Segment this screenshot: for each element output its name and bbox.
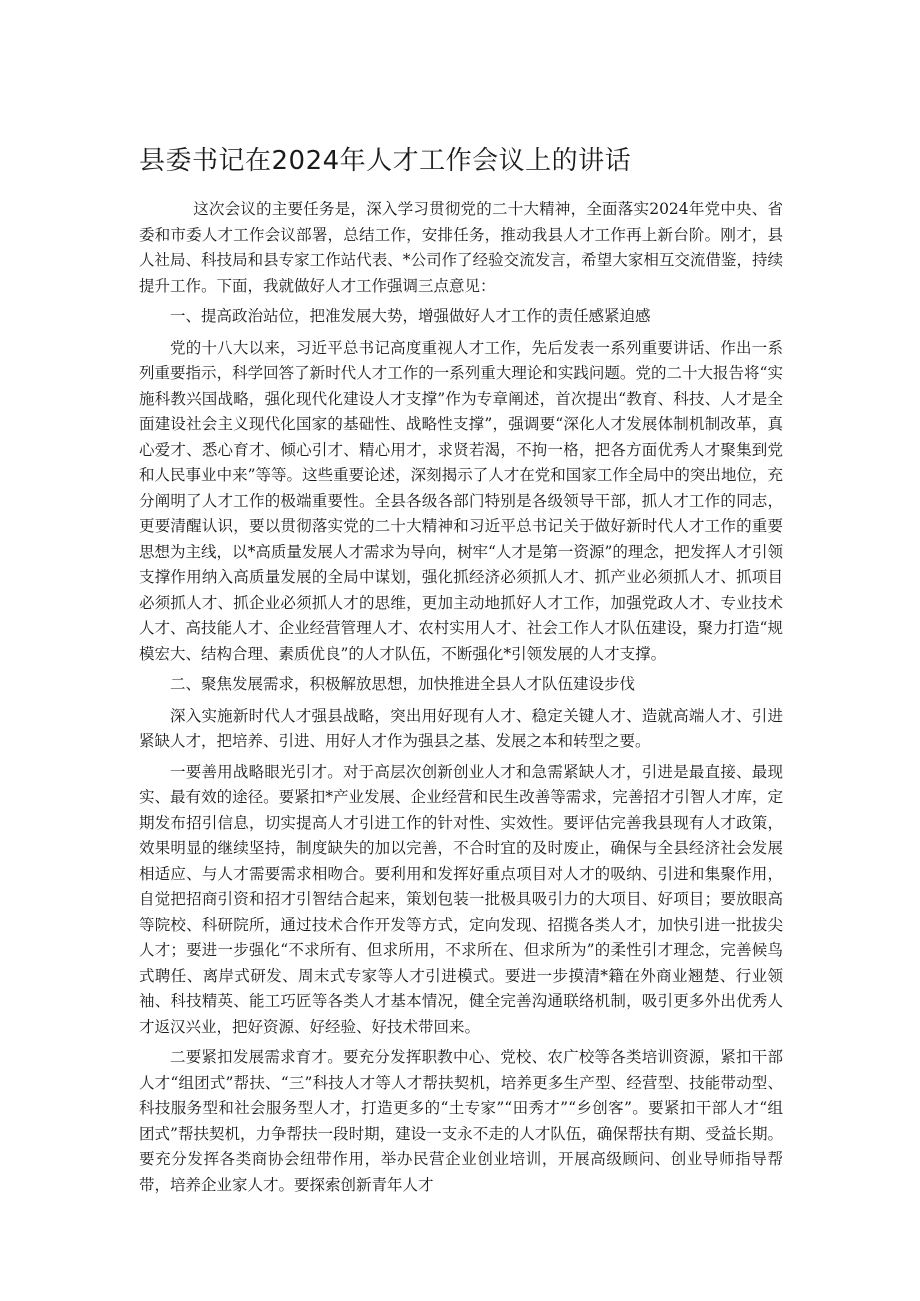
body-paragraph: 二要紧扣发展需求育才。要充分发挥职教中心、党校、农广校等各类培训资源，紧扣干部人才“组团式”帮扶、“三”科技人才等人才帮扶契机，培养更多生产型、经营型、技能带动型、科技服务型和社会服务型人才，打造更多的“土专家”“田秀才”“乡创客”。要紧扣干部人才“组团式”帮扶契机，力争帮扶一段时期，建设一支永不走的人才队伍，确保帮扶有期、受益长期。要充分发挥各类商协会纽带作用，举办民营企业创业培训，开展高级顾问、创业导师指导帮带，培养企业家人才。要探索创新青年人才 xyxy=(139,1048,783,1194)
body-paragraph: 党的十八大以来，习近平总书记高度重视人才工作，先后发表一系列重要讲话、作出一系列重要指示，科学回答了新时代人才工作的一系列重大理论和实践问题。党的二十大报告将“实施科教兴国战略，强化现代化建设人才支撑”作为专章阐述，首次提出“教育、科技、人才是全面建设社会主义现代化国家的基础性、战略性支撑”，强调要“深化人才发展体制机制改革，真心爱才、悉心育才、倾心引才、精心用才，求贤若渴，不拘一格，把各方面优秀人才聚集到党和人民事业中来”等等。这些重要论述，深刻揭示了人才在党和国家工作全局中的突出地位，充分阐明了人才工作的极端重要性。全县各级各部门特别是各级领导干部，抓人才工作的同志，更要清醒认识，要以贯彻落实党的二十大精神和习近平总书记关于做好新时代人才工作的重要思想为主线，以*高质量发展人才需求为导向，树牢“人才是第一资源”的理念，把发挥人才引领支撑作用纳入高质量发展的全局中谋划，强化抓经济必须抓人才、抓产业必须抓人才、抓项目必须抓人才、抓企业必须抓人才的思维，更加主动地抓好人才工作，加强党政人才、专业技术人才、高技能人才、企业经营管理人才、农村实用人才、社会工作人才队伍建设，聚力打造“规模宏大、结构合理、素质优良”的人才队伍，不断强化*引领发展的人才支撑。 xyxy=(139,338,783,663)
page-title: 县委书记在2024年人才工作会议上的讲话 xyxy=(139,146,632,176)
section-heading-2: 二、聚焦发展需求，积极解放思想，加快推进全县人才队伍建设步伐 xyxy=(170,675,636,693)
document-body xyxy=(139,197,783,1203)
body-paragraph: 深入实施新时代人才强县战略，突出用好现有人才、稳定关键人才、造就高端人才、引进紧缺人才，把培养、引进、用好人才作为强县之基、发展之本和转型之要。 xyxy=(139,706,783,750)
intro-paragraph: 这次会议的主要任务是，深入学习贯彻党的二十大精神，全面落实2024年党中央、省委和市委人才工作会议部署，总结工作，安排任务，推动我县人才工作再上新台阶。刚才，县人社局、科技局和县专家工作站代表、*公司作了经验交流发言，希望大家相互交流借鉴，持续提升工作。下面，我就做好人才工作强调三点意见： xyxy=(139,200,783,295)
section-heading-1: 一、提高政治站位，把准发展大势，增强做好人才工作的责任感紧迫感 xyxy=(170,307,651,325)
body-paragraph: 一要善用战略眼光引才。对于高层次创新创业人才和急需紧缺人才，引进是最直接、最现实、最有效的途径。要紧扣*产业发展、企业经营和民生改善等需求，完善招才引智人才库，定期发布招引信息，切实提高人才引进工作的针对性、实效性。要评估完善我县现有人才政策，效果明显的继续坚持，制度缺失的加以完善，不合时宜的及时废止，确保与全县经济社会发展相适应、与人才需要需求相吻合。要利用和发挥好重点项目对人才的吸纳、引进和集聚作用，自觉把招商引资和招才引智结合起来，策划包装一批极具吸引力的大项目、好项目；要放眼高等院校、科研院所，通过技术合作开发等方式，定向发现、招揽各类人才，加快引进一批拔尖人才；要进一步强化“不求所有、但求所用，不求所在、但求所为”的柔性引才理念，完善候鸟式聘任、离岸式研发、周末式专家等人才引进模式。要进一步摸清*籍在外商业翘楚、行业领袖、科技精英、能工巧匠等各类人才基本情况，健全完善沟通联络机制，吸引更多外出优秀人才返汉兴业，把好资源、好经验、好技术带回来。 xyxy=(139,762,783,1036)
